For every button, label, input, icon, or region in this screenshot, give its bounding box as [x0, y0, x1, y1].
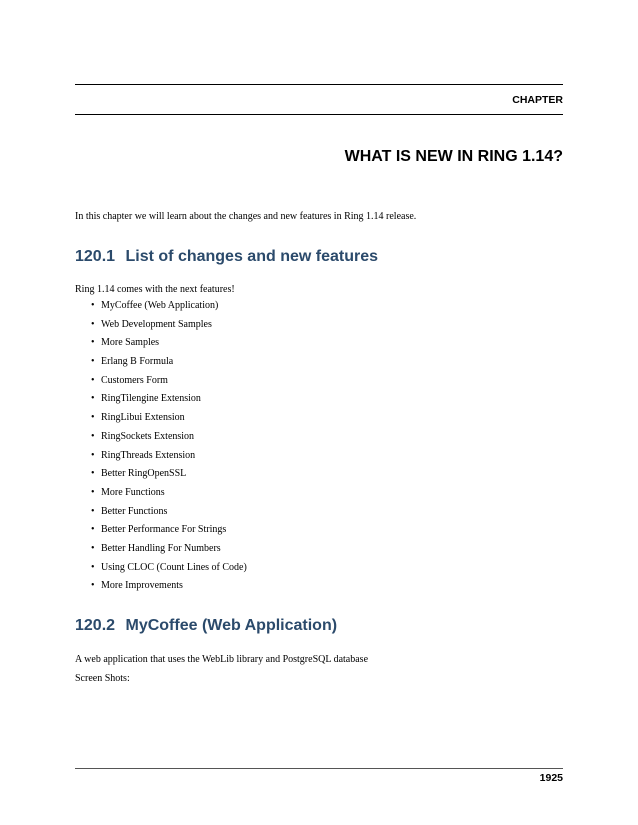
feature-list	[91, 300, 247, 599]
list-item	[91, 412, 247, 431]
bullet-icon: •	[91, 486, 95, 498]
list-item-label: Better Performance For Strings	[101, 524, 227, 536]
bullet-icon: •	[91, 393, 95, 405]
section-title: MyCoffee (Web Application)	[125, 617, 338, 634]
list-item	[91, 506, 247, 525]
list-item	[91, 393, 247, 412]
section-paragraph: Screen Shots:	[75, 673, 130, 684]
chapter-title: WHAT IS NEW IN RING 1.14?	[344, 148, 563, 165]
bullet-icon: •	[91, 430, 95, 442]
section-paragraph: A web application that uses the WebLib library and PostgreSQL database	[75, 654, 369, 665]
list-item	[91, 543, 247, 562]
list-item-label: RingTilengine Extension	[101, 393, 201, 405]
chapter-label: CHAPTER	[512, 94, 563, 106]
list-item	[91, 337, 247, 356]
section-number: 120.1	[75, 248, 116, 265]
list-item-label: More Samples	[101, 337, 160, 349]
list-item	[91, 468, 247, 487]
bullet-icon: •	[91, 580, 95, 592]
bullet-icon: •	[91, 337, 95, 349]
bullet-icon: •	[91, 542, 95, 554]
bullet-icon: •	[91, 505, 95, 517]
list-item-label: RingSockets Extension	[101, 430, 195, 442]
intro-paragraph: In this chapter we will learn about the changes and new features in Ring 1.14 release.	[75, 211, 417, 222]
list-item	[91, 431, 247, 450]
list-item	[91, 562, 247, 581]
list-item-label: MyCoffee (Web Application)	[101, 300, 219, 311]
list-item	[91, 580, 247, 599]
bullet-icon: •	[91, 318, 95, 330]
list-item	[91, 375, 247, 394]
list-item-label: Using CLOC (Count Lines of Code)	[101, 561, 247, 573]
section-heading-120-2	[75, 617, 337, 635]
list-item-label: Customers Form	[101, 374, 168, 386]
bullet-icon: •	[91, 561, 95, 573]
footer-rule	[75, 768, 563, 769]
list-item	[91, 300, 247, 319]
list-item	[91, 487, 247, 506]
header-rule-top	[75, 84, 563, 85]
bullet-icon: •	[91, 374, 95, 386]
list-item	[91, 356, 247, 375]
bullet-icon: •	[91, 524, 95, 536]
list-item-label: Better RingOpenSSL	[101, 468, 187, 480]
header-rule-bottom	[75, 114, 563, 115]
list-item	[91, 524, 247, 543]
section-title: List of changes and new features	[125, 248, 378, 265]
bullet-icon: •	[91, 356, 95, 368]
list-item-label: Web Development Samples	[101, 318, 212, 330]
list-item-label: More Functions	[101, 486, 165, 498]
bullet-icon: •	[91, 412, 95, 424]
bullet-icon: •	[91, 300, 95, 311]
section-heading-120-1	[75, 248, 378, 266]
list-item	[91, 450, 247, 469]
list-item-label: More Improvements	[101, 580, 183, 592]
bullet-icon: •	[91, 468, 95, 480]
list-item-label: RingLibui Extension	[101, 412, 185, 424]
list-item	[91, 319, 247, 338]
list-item-label: RingThreads Extension	[101, 449, 196, 461]
section-lead-paragraph: Ring 1.14 comes with the next features!	[75, 284, 235, 295]
section-number: 120.2	[75, 617, 116, 634]
list-item-label: Better Handling For Numbers	[101, 542, 221, 554]
bullet-icon: •	[91, 449, 95, 461]
page-number: 1925	[539, 772, 563, 784]
list-item-label: Better Functions	[101, 505, 168, 517]
list-item-label: Erlang B Formula	[101, 356, 174, 368]
